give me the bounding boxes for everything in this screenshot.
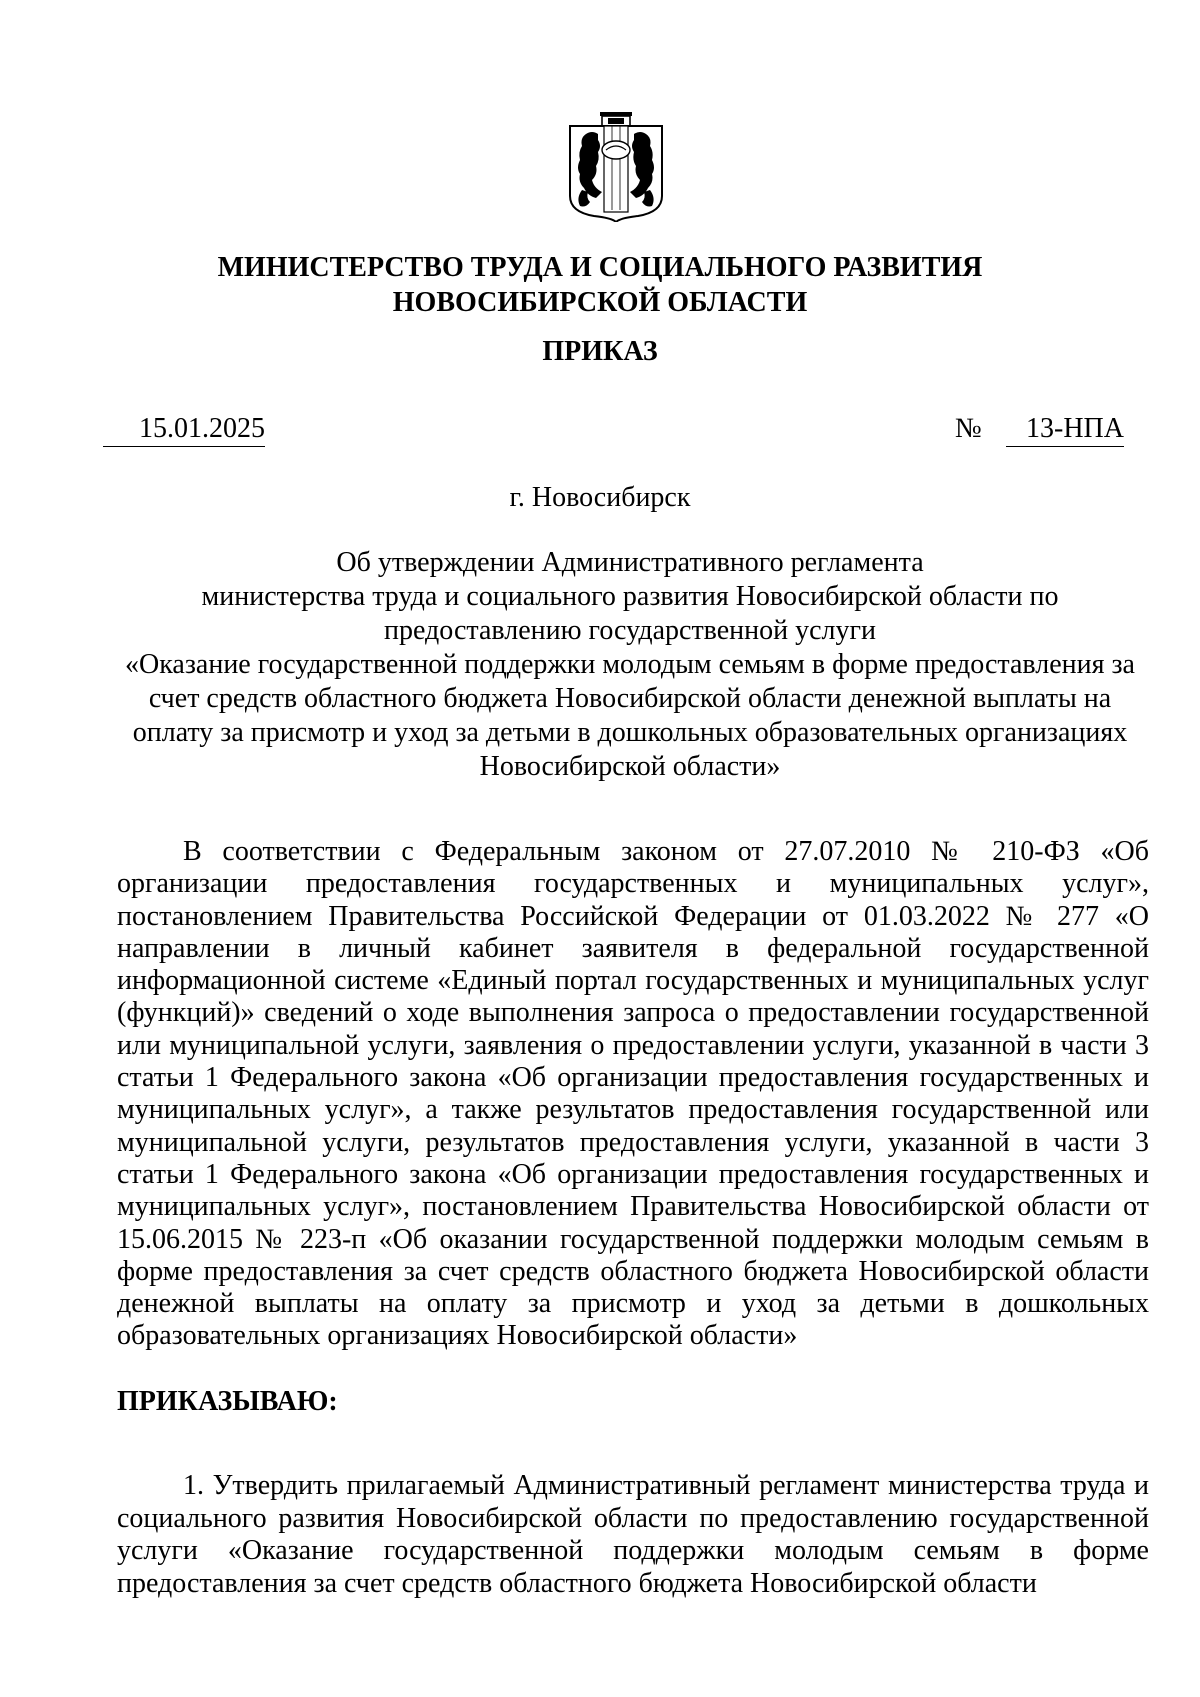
order-number: 13-НПА [1006, 412, 1124, 447]
order-date: 15.01.2025 [103, 412, 265, 447]
novosibirsk-coat-of-arms-icon [568, 112, 664, 222]
subject-service-name: «Оказание государственной поддержки молодым семьям в форме предоставления за счет средств областного бюджета Новосибирской области денежной выплаты на оплату за присмотр и уход за детьми в дошкольных образовательных организациях Новосибирской области» [125, 649, 1135, 782]
ministry-name-line2: НОВОСИБИРСКОЙ ОБЛАСТИ [392, 287, 808, 318]
orders-heading: ПРИКАЗЫВАЮ: [117, 1386, 338, 1417]
number-sign: № [955, 413, 982, 444]
document-type-title: ПРИКАЗ [542, 336, 658, 367]
ministry-name-line1: МИНИСТЕРСТВО ТРУДА И СОЦИАЛЬНОГО РАЗВИТИЯ [217, 252, 983, 283]
ministry-name [100, 250, 1100, 320]
preamble-paragraph: В соответствии с Федеральным законом от 27.07.2010 № 210-ФЗ «Об организации предоставления государственных и муниципальных услуг», постановлением Правительства Российской Федерации от 01.03.2022 № 277 «О направлении в личный кабинет заявителя в федеральной государственной информационной системе «Единый портал государственных и муниципальных услуг (функций)» сведений о ходе выполнения запроса о предоставлении государственной или муниципальной услуги, заявления о предоставлении услуги, указанной в части 3 статьи 1 Федерального закона «Об организации предоставления государственных и муниципальных услуг», а также результатов предоставления государственной или муниципальной услуги, результатов предоставления услуги, указанной в части 3 статьи 1 Федерального закона «Об организации предоставления государственных и муниципальных услуг», постановлением Правительства Новосибирской области от 15.06.2015 № 223-п «Об оказании государственной поддержки молодым семьям в форме предоставления за счет средств областного бюджета Новосибирской области денежной выплаты на оплату за присмотр и уход за детьми в дошкольных образовательных организациях Новосибирской области» [117, 836, 1149, 1352]
subject-line: предоставлению государственной услуги [384, 615, 876, 646]
subject-line: Об утверждении Административного регламента [336, 547, 924, 578]
order-item-1: 1. Утвердить прилагаемый Административный регламент министерства труда и социального развития Новосибирской области по предоставлению государственной услуги «Оказание государственной поддержки молодым семьям в форме предоставления за счет средств областного бюджета Новосибирской области [117, 1470, 1149, 1599]
order-subject [110, 546, 1150, 784]
city-name: г. Новосибирск [509, 482, 691, 513]
subject-line: министерства труда и социального развития Новосибирской области по [201, 581, 1059, 612]
